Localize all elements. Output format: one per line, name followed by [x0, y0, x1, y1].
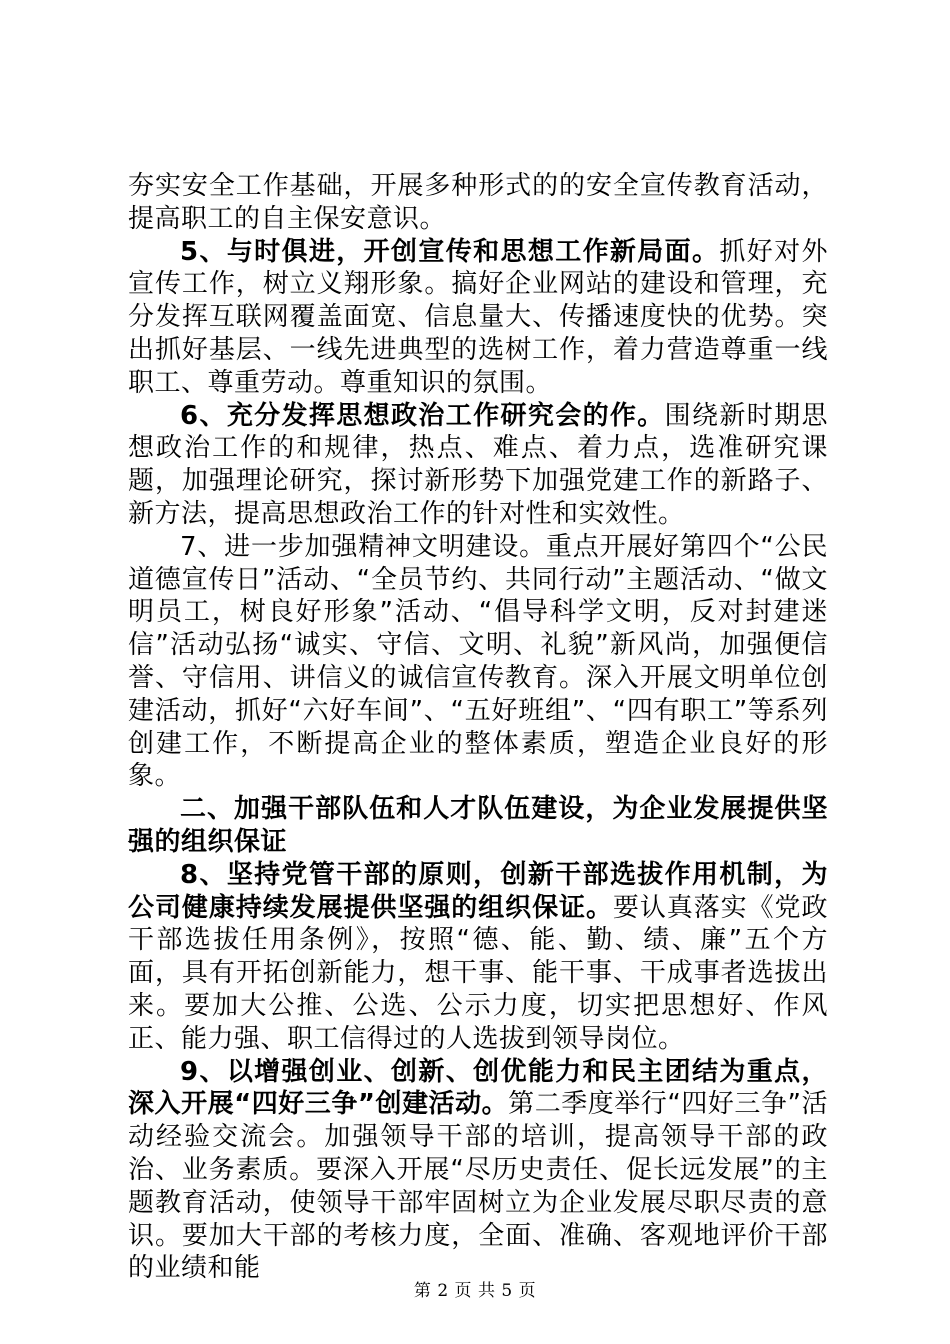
page-footer: 第 2 页 共 5 页	[413, 1281, 537, 1301]
paragraph-item-8	[128, 859, 828, 1056]
paragraph-safety-continuation	[128, 170, 828, 236]
paragraph-text: 要认真落实《党政干部选拔任用条例》，按照“德、能、勤、绩、廉”五个方面，具有开拓创新能力，想干事、能干事、干成事者选拔出来。要加大公推、公选、公示力度，切实把思想好、作风正、能力强、职工信得过的人选拔到领导岗位。	[128, 892, 828, 1054]
paragraph-text: 夯实安全工作基础，开展多种形式的的安全宣传教育活动，提高职工的自主保安意识。	[128, 171, 828, 234]
paragraph-text: 第二季度举行“四好三争”活动经验交流会。加强领导干部的培训，提高领导干部的政治、业务素质。要深入开展“尽历史责任、促长远发展”的主题教育活动，使领导干部牢固树立为企业发展尽职尽责的意识。要加大干部的考核力度，全面、准确、客观地评价干部的业绩和能	[128, 1089, 828, 1284]
paragraph-text: 7、进一步加强精神文明建设。重点开展好第四个“公民道德宣传日”活动、“全员节约、共同行动”主题活动、“做文明员工，树良好形象”活动、“倡导科学文明，反对封建迷信”活动弘扬“诚实、守信、文明、礼貌”新风尚，加强便信誉、守信用、讲信义的诚信宣传教育。深入开展文明单位创建活动，抓好“六好车间”、“五好班组”、“四有职工”等系列创建工作，不断提高企业的整体素质，塑造企业良好的形象。	[128, 531, 828, 792]
document-body	[128, 170, 828, 1285]
section-heading-2: 二、加强干部队伍和人才队伍建设，为企业发展提供坚强的组织保证	[128, 794, 828, 857]
paragraph-item-6	[128, 400, 828, 531]
paragraph-lead: 5、与时俱进，开创宣传和思想工作新局面。	[180, 236, 720, 267]
paragraph-lead: 8、坚持党管干部的原则，创新干部选拔作用机制，为公司健康持续发展提供坚强的组织保证。	[128, 859, 828, 923]
paragraph-item-7	[128, 531, 828, 793]
paragraph-text: 围绕新时期思想政治工作的和规律，热点、难点、着力点，选准研究课题，加强理论研究，探讨新形势下加强党建工作的新路子、新方法，提高思想政治工作的针对性和实效性。	[128, 400, 828, 529]
paragraph-item-5	[128, 236, 828, 400]
paragraph-lead: 6、充分发挥思想政治工作研究会的作。	[180, 400, 665, 431]
paragraph-item-9	[128, 1056, 828, 1286]
paragraph-lead: 9、以增强创业、创新、创优能力和民主团结为重点，深入开展“四好三争”创建活动。	[128, 1056, 828, 1120]
paragraph-text: 抓好对外宣传工作，树立义翔形象。搞好企业网站的建设和管理，充分发挥互联网覆盖面宽、信息量大、传播速度快的优势。突出抓好基层、一线先进典型的选树工作，着力营造尊重一线职工、尊重劳动。尊重知识的氛围。	[128, 236, 828, 398]
